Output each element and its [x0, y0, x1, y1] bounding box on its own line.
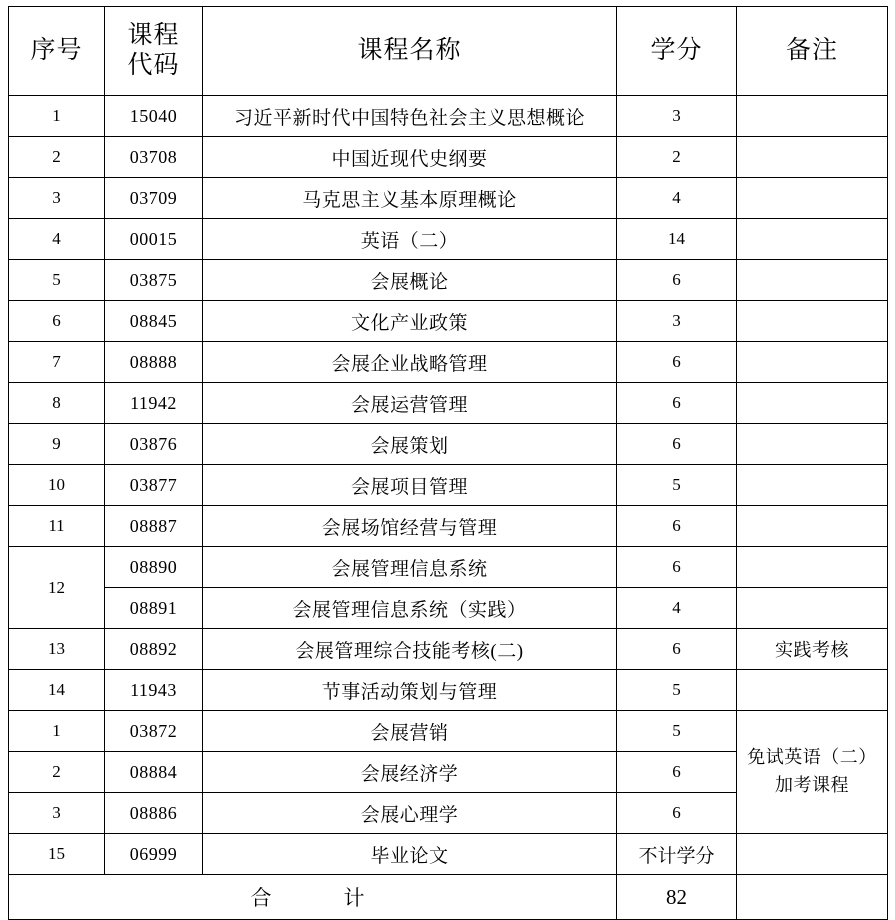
- cell-no: 1: [9, 96, 105, 137]
- cell-name: 会展心理学: [203, 793, 617, 834]
- cell-name: 英语（二）: [203, 219, 617, 260]
- cell-remark: [737, 96, 888, 137]
- header-code-line2: 代码: [127, 52, 180, 79]
- cell-no-merged: 12: [9, 547, 105, 629]
- cell-remark: [737, 547, 888, 588]
- cell-remark: [737, 260, 888, 301]
- cell-code: 11942: [105, 383, 203, 424]
- cell-credit: 6: [617, 424, 737, 465]
- cell-no: 8: [9, 383, 105, 424]
- cell-code: 08887: [105, 506, 203, 547]
- cell-credit: 3: [617, 301, 737, 342]
- cell-remark: [737, 506, 888, 547]
- table-row: [9, 342, 888, 383]
- cell-code: 08845: [105, 301, 203, 342]
- cell-no: 4: [9, 219, 105, 260]
- cell-no: 2: [9, 752, 105, 793]
- table-row: [9, 219, 888, 260]
- header-code-line1: 课程: [127, 21, 180, 49]
- table-row: [9, 506, 888, 547]
- cell-name: 文化产业政策: [203, 301, 617, 342]
- table-row: [9, 424, 888, 465]
- table-row: [9, 465, 888, 506]
- header-cell-no: 序号: [9, 7, 105, 96]
- cell-credit: 6: [617, 629, 737, 670]
- cell-no: 15: [9, 834, 105, 875]
- cell-code: 03875: [105, 260, 203, 301]
- cell-credit: 6: [617, 342, 737, 383]
- cell-remark-exempt-group: [737, 711, 888, 834]
- table-row: [9, 301, 888, 342]
- total-row: [9, 875, 888, 920]
- table-body: [9, 96, 888, 920]
- cell-code: 08884: [105, 752, 203, 793]
- cell-code: 15040: [105, 96, 203, 137]
- cell-remark: [737, 834, 888, 875]
- cell-remark: [737, 424, 888, 465]
- cell-remark: [737, 178, 888, 219]
- cell-name: 会展管理信息系统: [203, 547, 617, 588]
- cell-credit: 5: [617, 465, 737, 506]
- total-label: 合 计: [9, 875, 617, 920]
- cell-name: 会展营销: [203, 711, 617, 752]
- cell-remark: [737, 588, 888, 629]
- table-row: [9, 629, 888, 670]
- cell-credit: 5: [617, 711, 737, 752]
- cell-no: 3: [9, 793, 105, 834]
- cell-no: 2: [9, 137, 105, 178]
- table-row: [9, 547, 888, 588]
- cell-name: 马克思主义基本原理概论: [203, 178, 617, 219]
- header-cell-code: [105, 7, 203, 96]
- cell-remark-practical: 实践考核: [737, 629, 888, 670]
- cell-no: 6: [9, 301, 105, 342]
- cell-credit: 6: [617, 383, 737, 424]
- cell-no: 3: [9, 178, 105, 219]
- cell-credit: 6: [617, 506, 737, 547]
- cell-credit: 2: [617, 137, 737, 178]
- cell-name: 会展概论: [203, 260, 617, 301]
- table-row: [9, 96, 888, 137]
- cell-name: 会展策划: [203, 424, 617, 465]
- cell-code: 03872: [105, 711, 203, 752]
- cell-name: 会展管理综合技能考核(二): [203, 629, 617, 670]
- cell-no: 14: [9, 670, 105, 711]
- cell-name: 会展管理信息系统（实践）: [203, 588, 617, 629]
- cell-name: 毕业论文: [203, 834, 617, 875]
- table-header: [9, 7, 888, 96]
- cell-credit: 6: [617, 260, 737, 301]
- header-row: [9, 7, 888, 96]
- table-row: [9, 711, 888, 752]
- cell-remark: [737, 137, 888, 178]
- cell-no: 1: [9, 711, 105, 752]
- cell-no: 9: [9, 424, 105, 465]
- cell-no: 13: [9, 629, 105, 670]
- total-remark: [737, 875, 888, 920]
- cell-code: 08886: [105, 793, 203, 834]
- header-cell-remark: 备注: [737, 7, 888, 96]
- cell-name: 会展经济学: [203, 752, 617, 793]
- table-row: [9, 588, 888, 629]
- cell-credit: 4: [617, 178, 737, 219]
- header-cell-credit: 学分: [617, 7, 737, 96]
- cell-credit: 6: [617, 793, 737, 834]
- cell-remark: [737, 670, 888, 711]
- cell-code: 03876: [105, 424, 203, 465]
- cell-remark: [737, 465, 888, 506]
- cell-code: 08888: [105, 342, 203, 383]
- cell-credit: 6: [617, 752, 737, 793]
- cell-credit: 5: [617, 670, 737, 711]
- cell-name: 会展企业战略管理: [203, 342, 617, 383]
- cell-credit: 4: [617, 588, 737, 629]
- cell-code: 00015: [105, 219, 203, 260]
- cell-name: 会展项目管理: [203, 465, 617, 506]
- cell-remark: [737, 301, 888, 342]
- cell-code: 03708: [105, 137, 203, 178]
- cell-code: 03877: [105, 465, 203, 506]
- table-row: [9, 383, 888, 424]
- table-row: [9, 260, 888, 301]
- cell-name: 习近平新时代中国特色社会主义思想概论: [203, 96, 617, 137]
- cell-no: 7: [9, 342, 105, 383]
- cell-code: 08892: [105, 629, 203, 670]
- cell-credit: 不计学分: [617, 834, 737, 875]
- cell-remark: [737, 219, 888, 260]
- cell-code: 08890: [105, 547, 203, 588]
- remark-line-1: 免试英语（二）: [747, 747, 877, 768]
- cell-code: 08891: [105, 588, 203, 629]
- cell-no: 11: [9, 506, 105, 547]
- cell-no: 10: [9, 465, 105, 506]
- cell-name: 会展场馆经营与管理: [203, 506, 617, 547]
- table-row: [9, 137, 888, 178]
- cell-name: 会展运营管理: [203, 383, 617, 424]
- cell-code: 06999: [105, 834, 203, 875]
- cell-code: 03709: [105, 178, 203, 219]
- cell-no: 5: [9, 260, 105, 301]
- header-cell-name: 课程名称: [203, 7, 617, 96]
- cell-credit: 14: [617, 219, 737, 260]
- course-table: [8, 6, 888, 920]
- remark-line-2: 加考课程: [775, 775, 849, 795]
- total-value: 82: [617, 875, 737, 920]
- table-row: [9, 670, 888, 711]
- cell-code: 11943: [105, 670, 203, 711]
- cell-name: 节事活动策划与管理: [203, 670, 617, 711]
- cell-remark: [737, 342, 888, 383]
- table-row: [9, 834, 888, 875]
- table-row: [9, 178, 888, 219]
- cell-credit: 6: [617, 547, 737, 588]
- cell-credit: 3: [617, 96, 737, 137]
- cell-name: 中国近现代史纲要: [203, 137, 617, 178]
- cell-remark: [737, 383, 888, 424]
